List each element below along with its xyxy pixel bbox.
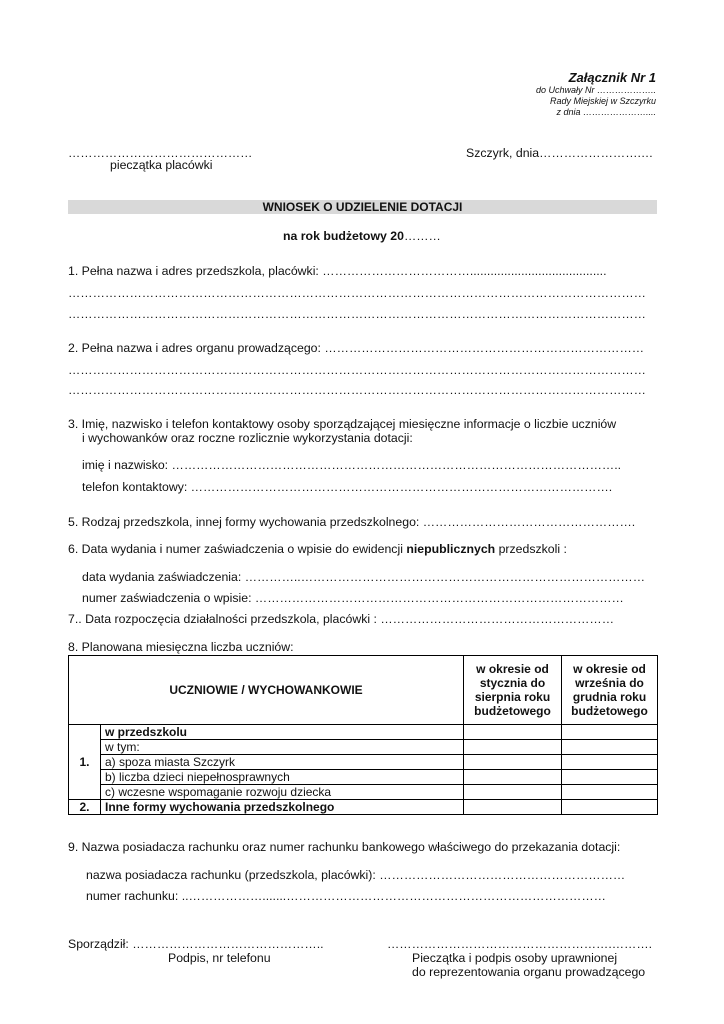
- row-1-sub-intro-period-1-cell[interactable]: [464, 740, 562, 755]
- row-1-number: 1.: [69, 725, 101, 800]
- row-1-sub-c-period-2-cell[interactable]: [562, 785, 658, 800]
- section-6-label-end: przedszkoli :: [495, 542, 567, 556]
- section-2-line-3: ……………………………………………………………………………………………………………………………: [68, 383, 646, 397]
- row-1-sub-c: c) wczesne wspomaganie rozwoju dziecka: [101, 785, 464, 800]
- prepared-by-label: Podpis, nr telefonu: [168, 951, 271, 965]
- row-1-sub-intro: w tym:: [101, 740, 464, 755]
- annex-title: Załącznik Nr 1: [568, 70, 656, 85]
- period-2-header: w okresie od września do grudnia roku budżetowego: [562, 656, 658, 725]
- account-holder-field: nazwa posiadacza rachunku (przedszkola, placówki): ……………………………………………………: [86, 868, 626, 882]
- section-5-label: 5. Rodzaj przedszkola, innej formy wychowania przedszkolnego: …………………………………………….: [68, 515, 636, 529]
- stamp-field: ………………………………………: [68, 146, 253, 160]
- authorized-signature-label-2: do reprezentowania organu prowadzącego: [412, 965, 646, 979]
- table-header-row: [69, 656, 658, 725]
- row-1-sub-intro-period-2-cell[interactable]: [562, 740, 658, 755]
- row-1-sub-b-period-1-cell[interactable]: [464, 770, 562, 785]
- section-9-label: 9. Nazwa posiadacza rachunku oraz numer rachunku bankowego właściwego do przekazania dotacji:: [68, 840, 621, 854]
- certificate-date-field: data wydania zaświadczenia: …………..…………………………………………………………………………: [82, 570, 646, 584]
- table-row: [69, 755, 658, 770]
- annex-resolution-line: do Uchwały Nr ………………..: [535, 85, 656, 95]
- row-1-sub-c-period-1-cell[interactable]: [464, 785, 562, 800]
- section-8-label: 8. Planowana miesięczna liczba uczniów:: [68, 640, 294, 654]
- row-1-sub-a-period-1-cell[interactable]: [464, 755, 562, 770]
- table-row: [69, 725, 658, 740]
- budget-year-dots: ………: [403, 229, 441, 243]
- table-row: [69, 770, 658, 785]
- budget-year-line: [283, 229, 441, 243]
- row-1-sub-b-period-2-cell[interactable]: [562, 770, 658, 785]
- place-date-field: Szczyrk, dnia…………………….…: [466, 146, 654, 160]
- row-1-sub-b: b) liczba dzieci niepełnosprawnych: [101, 770, 464, 785]
- contact-phone-field: telefon kontaktowy: ………………………………………………………………………………………….: [82, 480, 613, 494]
- row-2-number: 2.: [69, 800, 101, 815]
- section-2-label: 2. Pełna nazwa i adres organu prowadzącego: ……………………………………………………………………: [68, 341, 645, 355]
- section-7-label: 7.. Data rozpoczęcia działalności przedszkola, placówki : …………………………………………………: [68, 612, 614, 626]
- row-1-sub-a: a) spoza miasta Szczyrk: [101, 755, 464, 770]
- section-1-line-2: ……………………………………………………………………………………………………………………………: [68, 286, 646, 300]
- row-1-title: w przedszkolu: [101, 725, 464, 740]
- section-1-label: 1. Pełna nazwa i adres przedszkola, placówki: ………………………………........................................: [68, 264, 607, 278]
- annex-date-line: z dnia …………………....: [556, 107, 656, 117]
- table-row: [69, 800, 658, 815]
- row-1-sub-a-period-2-cell[interactable]: [562, 755, 658, 770]
- row-1-period-1-cell[interactable]: [464, 725, 562, 740]
- stamp-label: pieczątka placówki: [110, 158, 213, 172]
- students-column-header: UCZNIOWIE / WYCHOWANKOWIE: [69, 656, 464, 725]
- annex-council-line: Rady Miejskiej w Szczyrku: [549, 96, 656, 106]
- planned-students-table: [68, 655, 658, 815]
- section-1-line-3: ……………………………………………………………………………………………………………………………: [68, 307, 646, 321]
- row-2-title: Inne formy wychowania przedszkolnego: [101, 800, 464, 815]
- row-1-period-2-cell[interactable]: [562, 725, 658, 740]
- account-number-field: numer rachunku: ..……………….......……………………………………………………………………: [86, 889, 606, 903]
- section-2-line-2: ……………………………………………………………………………………………………………………………: [68, 363, 646, 377]
- section-3-line-2: i wychowanków oraz roczne rozlicznie wykorzystania dotacji:: [82, 431, 413, 445]
- authorized-signature-field: ……………………………………………….……….: [387, 937, 653, 951]
- document-title: WNIOSEK O UDZIELENIE DOTACJI: [68, 200, 657, 214]
- budget-year-label: na rok budżetowy 20: [283, 229, 404, 243]
- authorized-signature-label-1: Pieczątka i podpis osoby uprawnionej: [412, 951, 618, 965]
- prepared-by-field: Sporządził: ………………………………………..: [68, 937, 324, 951]
- period-1-header: w okresie od stycznia do sierpnia roku budżetowego: [464, 656, 562, 725]
- contact-name-field: imię i nazwisko: ………………………………………………………………………………………………..: [82, 458, 622, 472]
- section-3-line-1: 3. Imię, nazwisko i telefon kontaktowy osoby sporządzającej miesięczne informacje o liczbie uczniów: [68, 417, 617, 431]
- section-6-label: [68, 542, 567, 556]
- section-6-label-start: 6. Data wydania i numer zaświadczenia o wpisie do ewidencji: [68, 542, 407, 556]
- section-6-label-bold: niepublicznych: [406, 542, 496, 556]
- row-2-period-1-cell[interactable]: [464, 800, 562, 815]
- row-2-period-2-cell[interactable]: [562, 800, 658, 815]
- table-row: [69, 740, 658, 755]
- table-row: [69, 785, 658, 800]
- certificate-number-field: numer zaświadczenia o wpisie: ………………………………………………………………………………: [82, 591, 624, 605]
